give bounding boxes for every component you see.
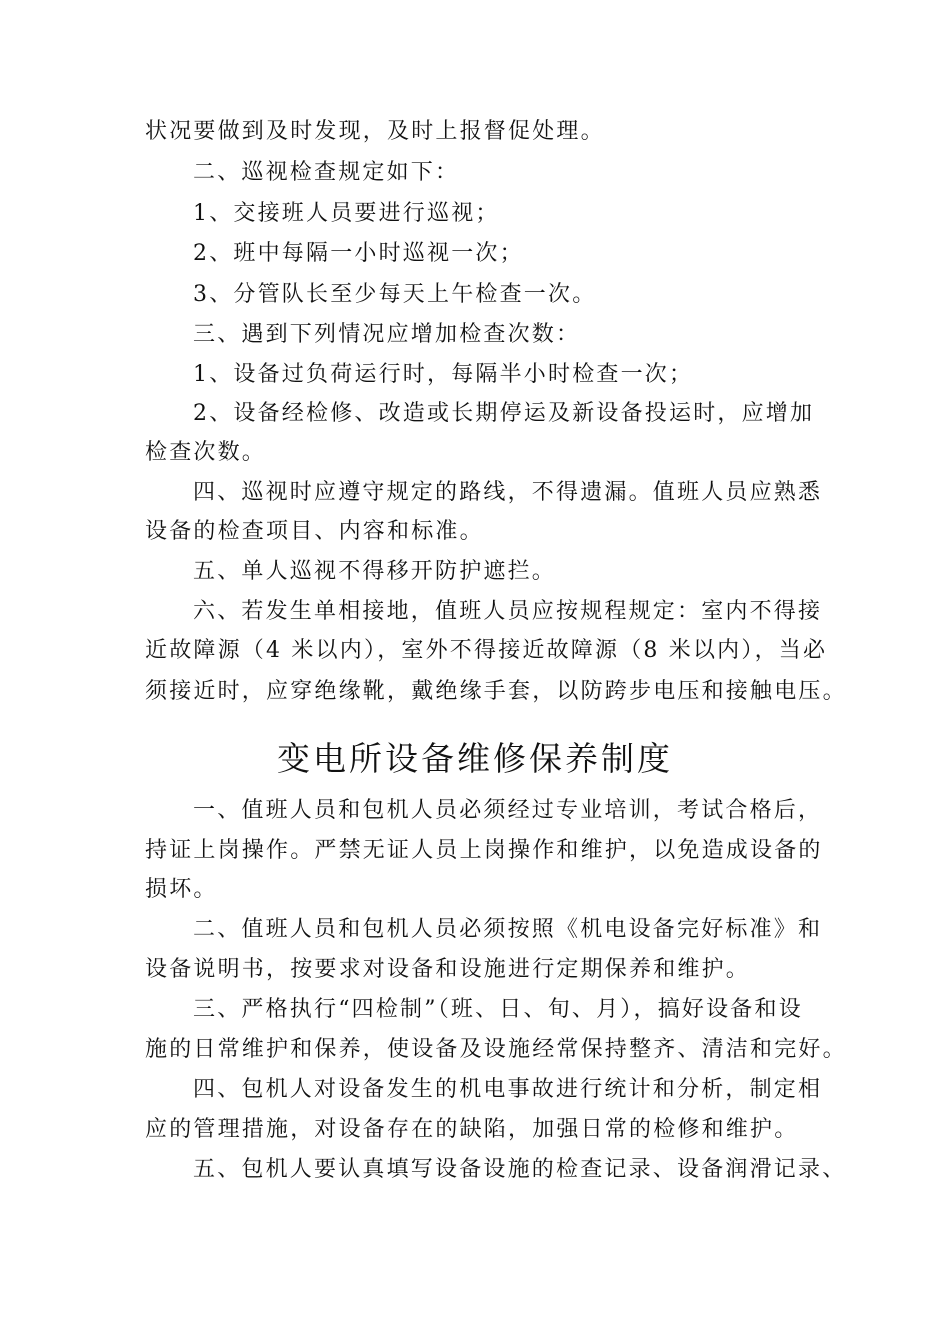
paragraph-line: 施的日常维护和保养，使设备及设施经常保持整齐、清洁和完好。: [145, 1037, 847, 1062]
list-item: 2、班中每隔一小时巡视一次；: [193, 241, 524, 266]
heading-increase-checks: 三、遇到下列情况应增加检查次数：: [193, 322, 581, 347]
paragraph-line: 五、单人巡视不得移开防护遮拦。: [193, 559, 557, 584]
list-item: 1、设备过负荷运行时，每隔半小时检查一次；: [193, 362, 694, 387]
paragraph-line: 设备说明书，按要求对设备和设施进行定期保养和维护。: [145, 957, 751, 982]
paragraph-line: 五、包机人要认真填写设备设施的检查记录、设备润滑记录、: [193, 1157, 847, 1182]
paragraph-line: 六、若发生单相接地，值班人员应按规程规定：室内不得接: [193, 599, 823, 624]
paragraph-line: 应的管理措施，对设备存在的缺陷，加强日常的检修和维护。: [145, 1117, 799, 1142]
paragraph-line: 设备的检查项目、内容和标准。: [145, 519, 484, 544]
paragraph-line: 三、严格执行“四检制”（班、日、旬、月），搞好设备和设: [193, 997, 803, 1022]
heading-inspection-rules: 二、巡视检查规定如下：: [193, 160, 460, 185]
list-item: 2、设备经检修、改造或长期停运及新设备投运时，应增加: [193, 401, 815, 426]
paragraph-line: 损坏。: [145, 877, 218, 902]
paragraph-line: 四、巡视时应遵守规定的路线，不得遗漏。值班人员应熟悉: [193, 480, 823, 505]
paragraph-line: 持证上岗操作。严禁无证人员上岗操作和维护，以免造成设备的: [145, 838, 823, 863]
paragraph-line: 一、值班人员和包机人员必须经过专业培训，考试合格后，: [193, 798, 823, 823]
paragraph-line: 须接近时，应穿绝缘靴，戴绝缘手套，以防跨步电压和接触电压。: [145, 679, 847, 704]
paragraph-line: 近故障源（4 米以内），室外不得接近故障源（8 米以内），当必: [145, 638, 828, 663]
paragraph-line: 检查次数。: [145, 440, 267, 465]
section-title: 变电所设备维修保养制度: [277, 739, 673, 778]
paragraph-line: 四、包机人对设备发生的机电事故进行统计和分析，制定相: [193, 1077, 823, 1102]
list-item: 1、交接班人员要进行巡视；: [193, 201, 500, 226]
paragraph-line: 状况要做到及时发现，及时上报督促处理。: [145, 119, 605, 144]
list-item: 3、分管队长至少每天上午检查一次。: [193, 282, 597, 307]
paragraph-line: 二、值班人员和包机人员必须按照《机电设备完好标准》和: [193, 917, 823, 942]
